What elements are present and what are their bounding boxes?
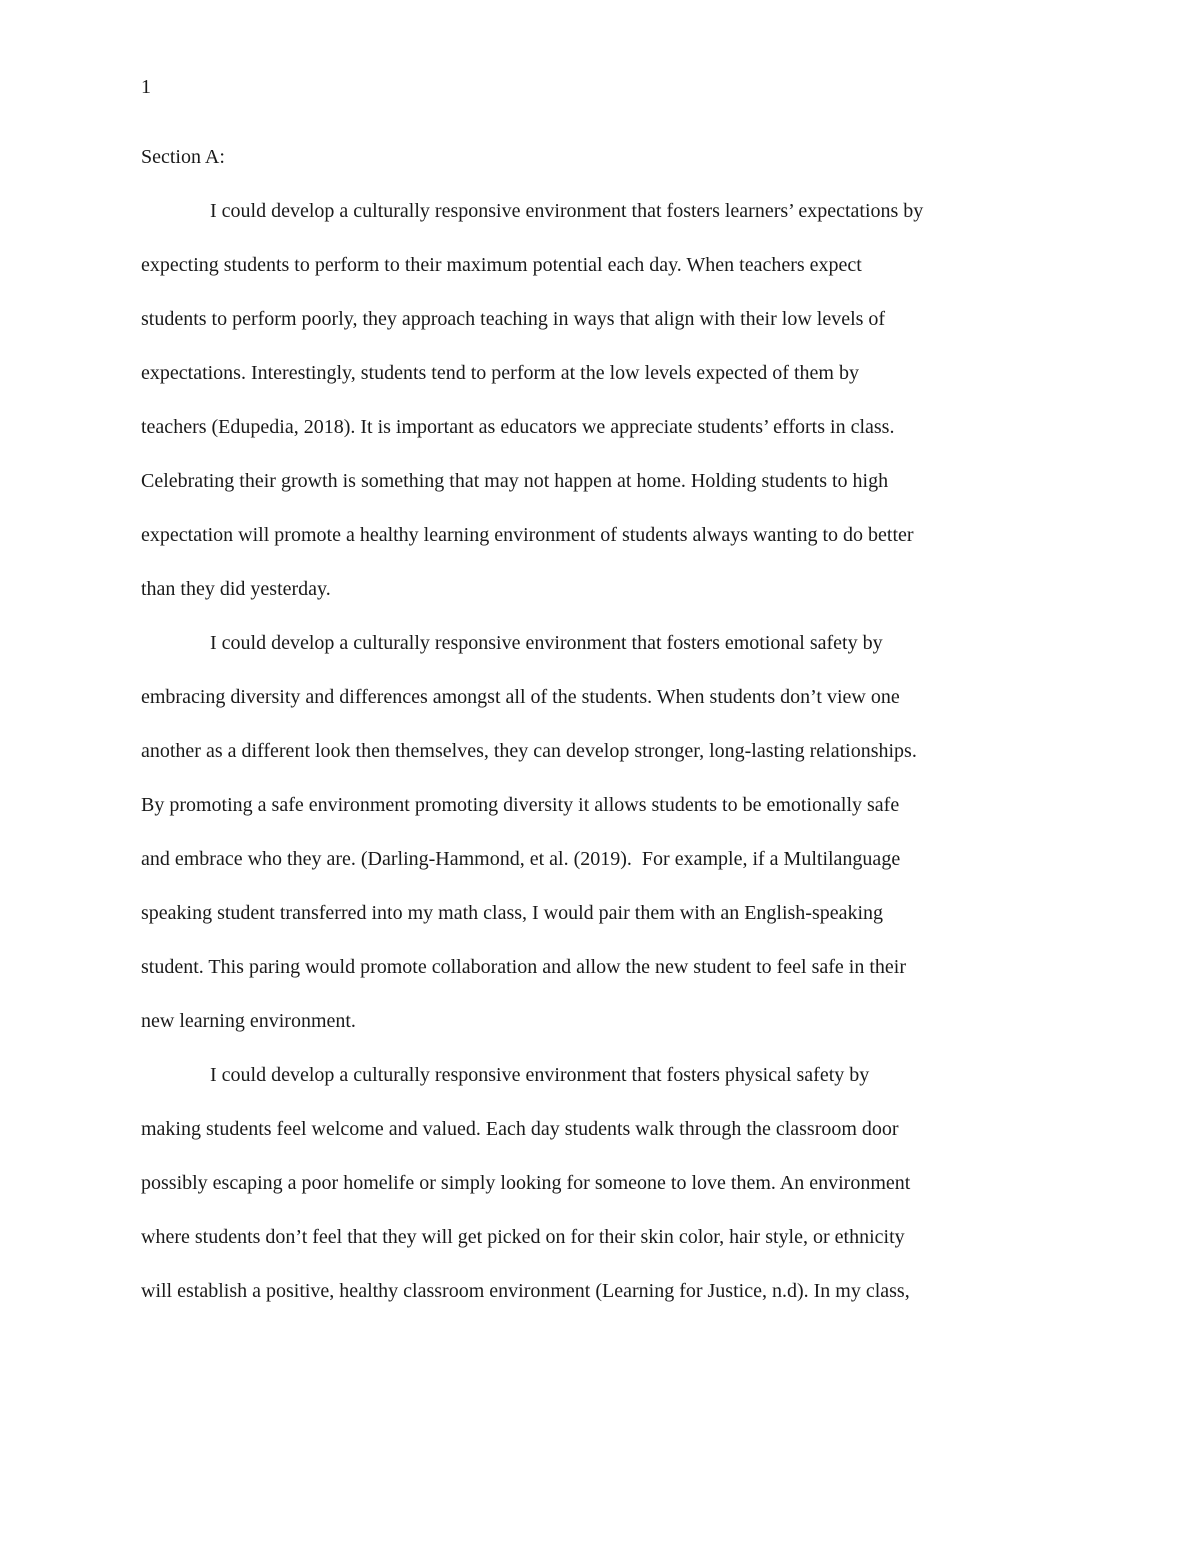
paragraph-line: possibly escaping a poor homelife or simply looking for someone to love them. An environment — [141, 1172, 911, 1194]
paragraph-line: By promoting a safe environment promoting diversity it allows students to be emotionally safe — [141, 794, 900, 816]
paragraph-line: than they did yesterday. — [141, 578, 331, 600]
paragraph-line: new learning environment. — [141, 1010, 356, 1032]
paragraph-line: expectation will promote a healthy learning environment of students always wanting to do better — [141, 524, 914, 546]
paragraph-line: and embrace who they are. (Darling-Hammond, et al. (2019). For example, if a Multilanguage — [141, 848, 901, 870]
paragraph-line: speaking student transferred into my math class, I would pair them with an English-speaking — [141, 902, 884, 924]
paragraph-line: expectations. Interestingly, students tend to perform at the low levels expected of them by — [141, 362, 859, 384]
paragraph-line: embracing diversity and differences amongst all of the students. When students don’t view one — [141, 686, 900, 708]
page-number: 1 — [141, 76, 151, 98]
paragraph-line: expecting students to perform to their maximum potential each day. When teachers expect — [141, 254, 862, 276]
paragraph-line: another as a different look then themselves, they can develop stronger, long-lasting relationships. — [141, 740, 917, 762]
paragraph-line: where students don’t feel that they will get picked on for their skin color, hair style, or ethnicity — [141, 1226, 905, 1248]
paragraph-line: students to perform poorly, they approach teaching in ways that align with their low levels of — [141, 308, 886, 330]
paragraph-line: I could develop a culturally responsive environment that fosters emotional safety by — [210, 632, 883, 654]
paragraph-line: Celebrating their growth is something that may not happen at home. Holding students to high — [141, 470, 889, 492]
paragraph-line: I could develop a culturally responsive environment that fosters physical safety by — [210, 1064, 870, 1086]
paragraph-line: student. This paring would promote collaboration and allow the new student to feel safe in their — [141, 956, 906, 978]
paragraph-line: making students feel welcome and valued. Each day students walk through the classroom door — [141, 1118, 899, 1140]
section-heading: Section A: — [141, 146, 225, 168]
paragraph-line: will establish a positive, healthy classroom environment (Learning for Justice, n.d). In my class, — [141, 1280, 910, 1302]
paragraph-line: teachers (Edupedia, 2018). It is important as educators we appreciate students’ efforts in class. — [141, 416, 895, 438]
paragraph-line: I could develop a culturally responsive environment that fosters learners’ expectations by — [210, 200, 924, 222]
